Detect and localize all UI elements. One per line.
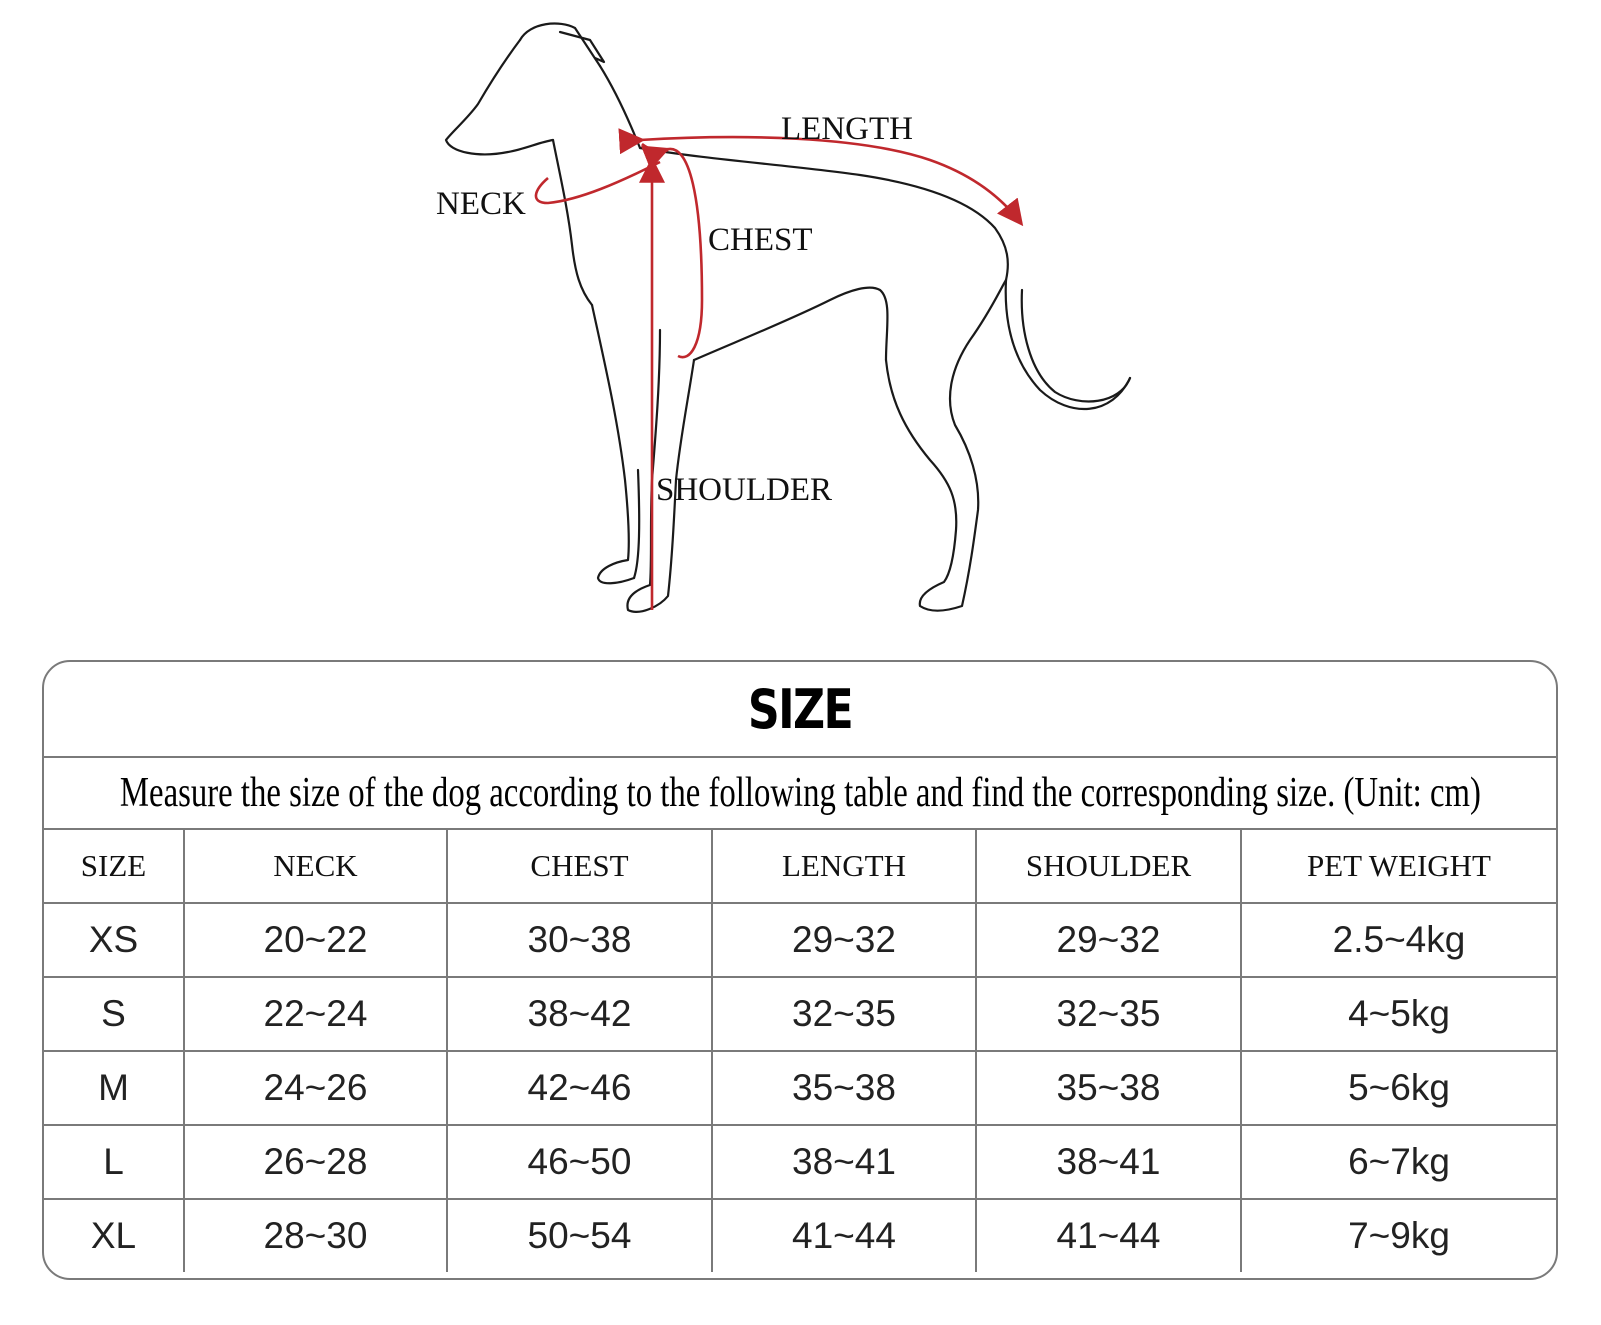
neck-cell: 22~24 bbox=[184, 977, 447, 1051]
neck-loop bbox=[536, 162, 660, 203]
instruction-label: Measure the size of the dog according to the following table and find the corresponding size. (Unit: cm) bbox=[119, 770, 1481, 816]
chest-loop bbox=[665, 149, 702, 357]
column-header: NECK bbox=[184, 830, 447, 903]
column-header: LENGTH bbox=[712, 830, 976, 903]
weight-cell: 7~9kg bbox=[1348, 1215, 1450, 1256]
table-row bbox=[44, 977, 1556, 1051]
chest-cell: 46~50 bbox=[447, 1125, 712, 1199]
shoulder-cell: 41~44 bbox=[976, 1199, 1241, 1272]
shoulder-cell: 32~35 bbox=[976, 977, 1241, 1051]
length-cell: 38~41 bbox=[712, 1125, 976, 1199]
chest-cell: 38~42 bbox=[447, 977, 712, 1051]
size-cell: S bbox=[44, 977, 184, 1051]
neck-cell: 24~26 bbox=[184, 1051, 447, 1125]
size-cell: M bbox=[44, 1051, 184, 1125]
table-row bbox=[44, 1199, 1556, 1272]
size-cell: L bbox=[44, 1125, 184, 1199]
measurement-lines bbox=[536, 137, 1020, 610]
neck-cell: 28~30 bbox=[184, 1199, 447, 1272]
column-header: SHOULDER bbox=[976, 830, 1241, 903]
shoulder-cell: 35~38 bbox=[976, 1051, 1241, 1125]
table-row bbox=[44, 1125, 1556, 1199]
size-title: SIZE bbox=[747, 677, 853, 741]
chest-cell: 50~54 bbox=[447, 1199, 712, 1272]
neck-cell: 26~28 bbox=[184, 1125, 447, 1199]
length-cell: 41~44 bbox=[712, 1199, 976, 1272]
table-row bbox=[44, 1051, 1556, 1125]
size-cell: XS bbox=[44, 903, 184, 977]
size-chart-card bbox=[42, 660, 1558, 1280]
shoulder-label: SHOULDER bbox=[656, 472, 833, 508]
column-header: CHEST bbox=[447, 830, 712, 903]
length-cell: 32~35 bbox=[712, 977, 976, 1051]
shoulder-cell: 29~32 bbox=[976, 903, 1241, 977]
chest-label: CHEST bbox=[708, 222, 813, 258]
chest-cell: 42~46 bbox=[447, 1051, 712, 1125]
weight-cell: 2.5~4kg bbox=[1241, 903, 1556, 977]
table-row bbox=[44, 903, 1556, 977]
table-header-row bbox=[44, 830, 1556, 903]
column-header: SIZE bbox=[44, 830, 184, 903]
length-cell: 29~32 bbox=[712, 903, 976, 977]
shoulder-cell: 38~41 bbox=[976, 1125, 1241, 1199]
length-label: LENGTH bbox=[781, 111, 913, 147]
weight-cell: 6~7kg bbox=[1241, 1125, 1556, 1199]
column-header: PET WEIGHT bbox=[1241, 830, 1556, 903]
chest-cell: 30~38 bbox=[447, 903, 712, 977]
size-table bbox=[44, 830, 1556, 1272]
weight-cell: 4~5kg bbox=[1241, 977, 1556, 1051]
dog-measurement-diagram bbox=[0, 0, 1601, 660]
instruction-text bbox=[44, 756, 1556, 830]
neck-label: NECK bbox=[436, 186, 526, 222]
length-cell: 35~38 bbox=[712, 1051, 976, 1125]
weight-cell: 5~6kg bbox=[1241, 1051, 1556, 1125]
neck-cell: 20~22 bbox=[184, 903, 447, 977]
size-cell: XL bbox=[44, 1199, 184, 1272]
